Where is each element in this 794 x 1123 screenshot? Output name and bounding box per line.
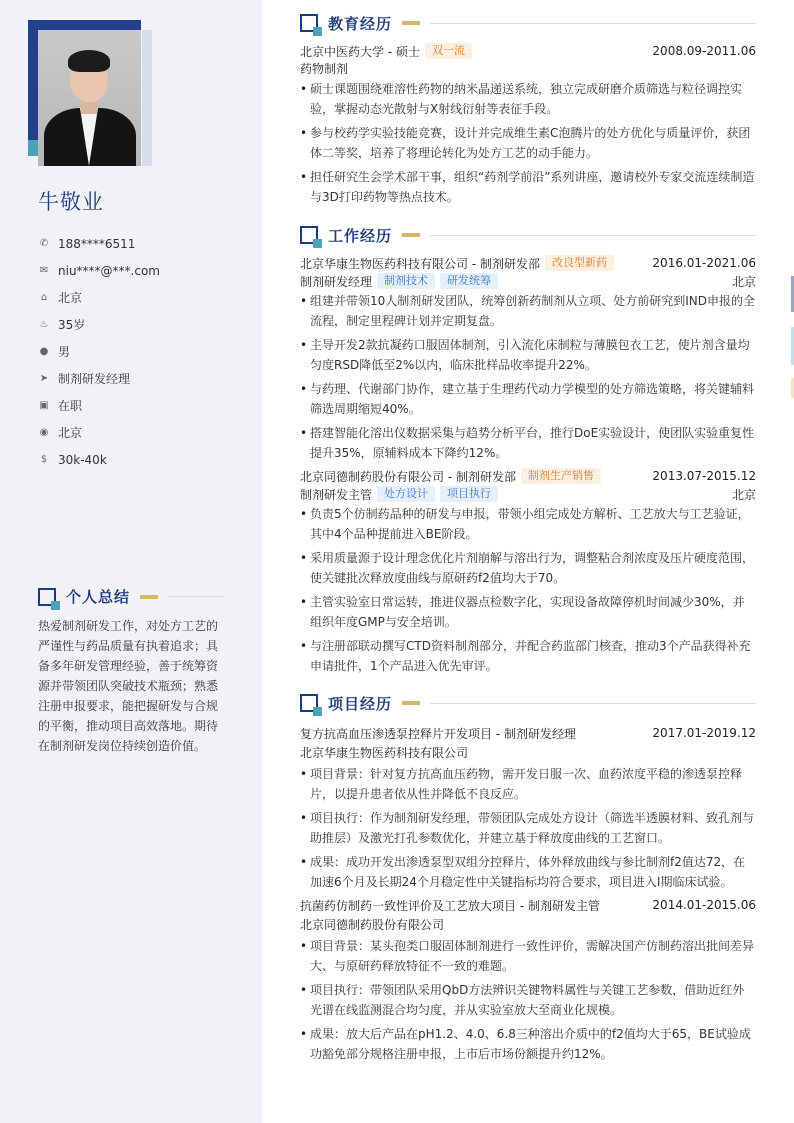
contact-info-text: 男	[58, 345, 71, 359]
skill-tag: 项目执行	[440, 486, 498, 502]
job-bullet: • 采用质量源于设计理念优化片剂崩解与溶出行为，调整粘合剂浓度及压片硬度范围，使关键批次释放度曲线与原研药f2值均大于70。	[300, 548, 756, 588]
send-icon: ➤	[39, 373, 49, 384]
job-bullet: • 与药理、代谢部门协作，建立基于生理药代动力学模型的处方筛选策略，将关键辅料筛选周期缩短40%。	[300, 379, 756, 419]
person-name: 牛敬业	[38, 190, 104, 214]
education-title: 教育经历	[328, 14, 393, 33]
skill-tag: 制剂技术	[377, 273, 435, 289]
job-bullet: • 组建并带领10人制剂研发团队，统筹创新药制剂从立项、处方前研究到IND申报的全流程，制定里程碑计划并定期复盘。	[300, 291, 756, 331]
school-tag: 双一流	[425, 43, 472, 59]
project-date: 2017.01-2019.12	[652, 726, 756, 740]
contact-info-item	[38, 392, 160, 419]
contact-info-item	[38, 257, 160, 284]
section-divider	[430, 235, 756, 236]
job-role-row	[300, 272, 756, 290]
education-bullets	[300, 79, 756, 207]
contact-info-item	[38, 419, 160, 446]
project-bullet: • 项目执行：带领团队采用QbD方法辨识关键物料属性与关键工艺参数，借助近红外光谱在线监测混合均匀度，并从实验室放大至商业化规模。	[300, 980, 756, 1020]
section-accent-bar	[402, 21, 420, 25]
section-icon	[300, 14, 318, 32]
education-major: 药物制剂	[300, 62, 349, 76]
work-header	[300, 224, 756, 246]
company-name: 北京同德制药股份有限公司 - 制剂研发部	[300, 469, 516, 484]
project-bullet: • 成果：成功开发出渗透泵型双组分控释片，体外释放曲线与参比制剂f2值达72，在加速6个月及长期24个月稳定性中关键指标均符合要求，项目进入I期临床试验。	[300, 852, 756, 892]
job-role: 制剂研发经理	[300, 274, 373, 289]
summary-text: 热爱制剂研发工作，对处方工艺的严谨性与药品质量有执着追求；具备多年研发管理经验，善于统筹资源并带领团队突破技术瓶颈；熟悉注册申报要求，能把握研发与合规的平衡，推动项目高效落地。期待在制剂研发岗位持续创造价值。	[38, 619, 219, 753]
summary-title: 个人总结	[66, 588, 131, 606]
job-bullets	[300, 291, 756, 463]
sidebar	[0, 0, 262, 1123]
project-bullet: • 成果：放大后产品在pH1.2、4.0、6.8三种溶出介质中的f2值均大于65，BE试验成功豁免部分规格注册申报，上市后市场份额提升约12%。	[300, 1024, 756, 1064]
education-bullet: • 参与校药学实验技能竞赛，设计并完成维生素C泡腾片的处方优化与质量评价，获团体二等奖，培养了将理论转化为处方工艺的动手能力。	[300, 123, 756, 163]
school-name: 北京中医药大学 - 硕士	[300, 44, 420, 59]
job-role-row	[300, 485, 756, 503]
briefcase-icon: ▣	[39, 400, 49, 411]
job-bullet: • 主管实验室日常运转，推进仪器点检数字化，实现设备故障停机时间减少30%，并组织年度GMP与安全培训。	[300, 592, 756, 632]
birthday-icon: ♨	[39, 319, 49, 330]
home-icon: ⌂	[40, 292, 48, 303]
project-company: 北京同德制药股份有限公司	[300, 918, 445, 932]
contact-info-item	[38, 230, 160, 257]
profile-photo	[38, 30, 141, 166]
section-divider	[430, 23, 756, 24]
education-date: 2008.09-2011.06	[652, 44, 756, 58]
skill-tag: 处方设计	[377, 486, 435, 502]
contact-info-item	[38, 446, 160, 473]
job-company-row	[300, 467, 756, 485]
project-bullet: • 项目背景：某头孢类口服固体制剂进行一致性评价，需解决国产仿制药溶出批间差异大、与原研药释放特征不一致的难题。	[300, 936, 756, 976]
job-bullet: • 搭建智能化溶出仪数据采集与趋势分析平台，推行DoE实验设计，使团队实验重复性提升35%，原辅料成本下降约12%。	[300, 423, 756, 463]
photo-frame-accent	[28, 140, 38, 156]
education-bullet: • 硕士课题围绕难溶性药物的纳米晶递送系统，独立完成研磨介质筛选与粒径调控实验，掌握动态光散射与X射线衍射等表征手段。	[300, 79, 756, 119]
company-tag: 改良型新药	[545, 255, 614, 271]
project-date: 2014.01-2015.06	[652, 898, 756, 912]
section-divider	[430, 703, 756, 704]
education-section	[300, 12, 756, 211]
project-name: 抗菌药仿制药一致性评价及工艺放大项目 - 制剂研发主管	[300, 898, 600, 913]
job-city: 北京	[731, 487, 756, 502]
education-row	[300, 42, 756, 60]
section-accent-bar	[402, 701, 420, 705]
project-entry	[300, 896, 756, 1064]
work-section	[300, 224, 756, 680]
contact-info-text: 188****6511	[58, 236, 136, 251]
contact-info-text: niu****@***.com	[58, 263, 160, 278]
contact-info-text: 制剂研发经理	[58, 372, 131, 386]
location-icon: ◉	[39, 427, 49, 438]
project-header	[300, 692, 756, 714]
contact-info-text: 35岁	[58, 318, 86, 332]
contact-info-text: 北京	[58, 291, 83, 305]
project-section	[300, 692, 756, 1068]
photo-frame-shadow	[142, 30, 152, 166]
job-city: 北京	[731, 274, 756, 289]
contact-info-item	[38, 284, 160, 311]
job-role: 制剂研发主管	[300, 487, 373, 502]
job-bullet: • 主导开发2款抗凝药口服固体制剂，引入流化床制粒与薄膜包衣工艺，使片剂含量均匀度RSD降低至2%以内，临床批样品收率提升22%。	[300, 335, 756, 375]
project-name-row	[300, 724, 756, 742]
job-company-row	[300, 254, 756, 272]
section-accent-bar	[402, 233, 420, 237]
job-bullet: • 与注册部联动撰写CTD资料制剂部分，并配合药监部门核查，推动3个产品获得补充申请批件，1个产品进入优先审评。	[300, 636, 756, 676]
contact-info-text: 30k-40k	[58, 452, 107, 467]
company-tag: 制剂生产销售	[521, 468, 601, 484]
section-accent-bar	[140, 595, 158, 599]
education-header	[300, 12, 756, 34]
contact-info-item	[38, 365, 160, 392]
job-date: 2016.01-2021.06	[652, 256, 756, 270]
job-entry	[300, 467, 756, 676]
job-date: 2013.07-2015.12	[652, 469, 756, 483]
avatar	[28, 20, 152, 166]
job-bullet: • 负责5个仿制药品种的研发与申报，带领小组完成处方解析、工艺放大与工艺验证，其中4个品种提前进入BE阶段。	[300, 504, 756, 544]
contact-info-text: 在职	[58, 399, 83, 413]
project-company: 北京华康生物医药科技有限公司	[300, 746, 469, 760]
section-divider	[168, 596, 224, 597]
project-list	[300, 724, 756, 1064]
project-name: 复方抗高血压渗透泵控释片开发项目 - 制剂研发经理	[300, 726, 576, 741]
contact-info-item	[38, 338, 160, 365]
project-name-row	[300, 896, 756, 914]
contact-info-text: 北京	[58, 426, 83, 440]
project-title: 项目经历	[328, 694, 393, 713]
gender-icon: ●	[39, 346, 49, 357]
skill-tag: 研发统筹	[440, 273, 498, 289]
project-bullets	[300, 936, 756, 1064]
salary-icon: $	[40, 454, 48, 465]
work-list	[300, 254, 756, 676]
company-name: 北京华康生物医药科技有限公司 - 制剂研发部	[300, 256, 540, 271]
section-icon	[300, 694, 318, 712]
job-bullets	[300, 504, 756, 676]
project-entry	[300, 724, 756, 892]
email-icon: ✉	[39, 265, 49, 276]
section-icon	[300, 226, 318, 244]
job-entry	[300, 254, 756, 463]
project-bullet: • 项目执行：作为制剂研发经理，带领团队完成处方设计（筛选半透膜材料、致孔剂与助推层）及激光打孔参数优化，并建立基于释放度曲线的工艺窗口。	[300, 808, 756, 848]
section-icon	[38, 588, 56, 606]
summary-header	[38, 586, 224, 607]
education-bullet: • 担任研究生会学术部干事，组织“药剂学前沿”系列讲座，邀请校外专家交流连续制造与3D打印药物等热点技术。	[300, 167, 756, 207]
contact-info-item	[38, 311, 160, 338]
phone-icon: ✆	[39, 238, 49, 249]
project-bullets	[300, 764, 756, 892]
work-title: 工作经历	[328, 226, 393, 245]
contact-info-list	[38, 230, 160, 473]
project-bullet: • 项目背景：针对复方抗高血压药物，需开发日服一次、血药浓度平稳的渗透泵控释片，以提升患者依从性并降低不良反应。	[300, 764, 756, 804]
